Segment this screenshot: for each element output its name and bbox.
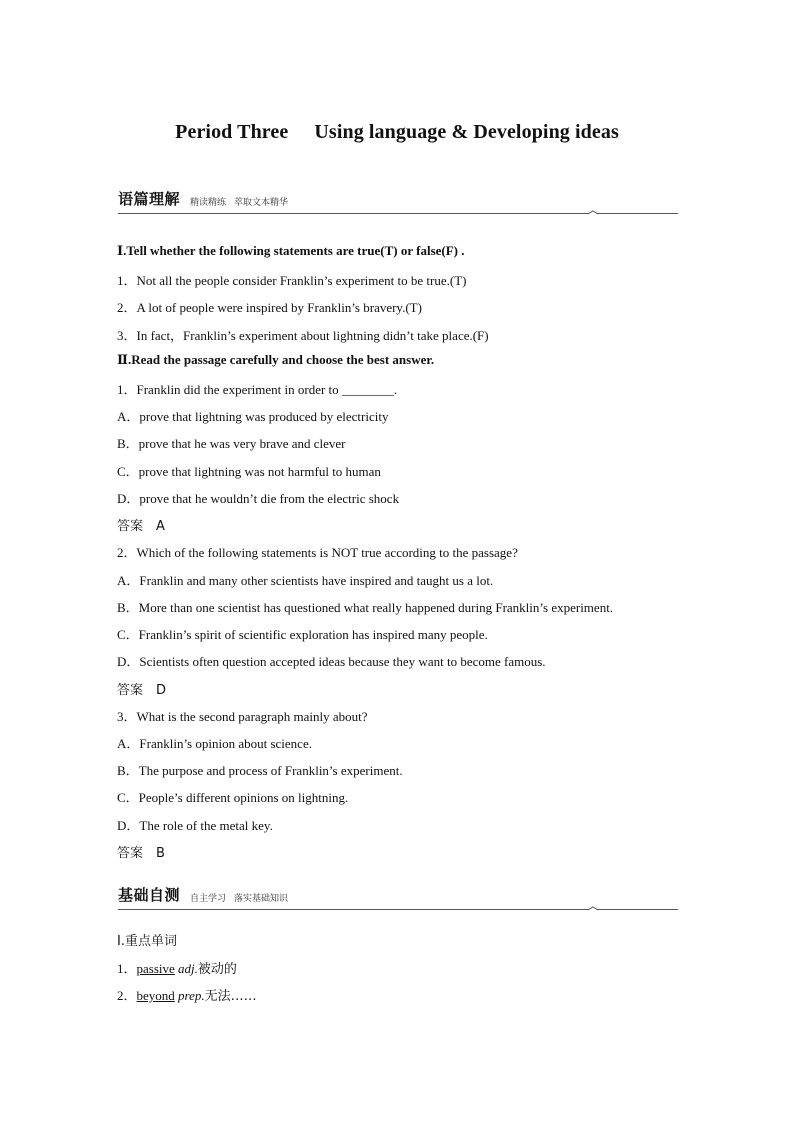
- answer-label: 答案 D: [117, 683, 167, 698]
- section-subheading: 萃取文本精华: [234, 198, 289, 208]
- section-heading: 基础自测: [118, 886, 181, 904]
- vocab-meaning: 被动的: [197, 962, 237, 977]
- vocab-word: beyond: [136, 988, 175, 1003]
- option-item: B．The purpose and process of Franklin’s experiment.: [117, 763, 403, 778]
- statement-item: 2．A lot of people were inspired by Franklin’s bravery.(T): [117, 300, 422, 315]
- vocab-item: [117, 985, 257, 1004]
- vocab-number: 1．: [117, 961, 137, 976]
- vocab-item: [117, 958, 237, 977]
- divider-notch-icon: [588, 906, 598, 912]
- option-item: B．prove that he was very brave and clever: [117, 436, 346, 451]
- vocab-pos: adj.: [178, 961, 198, 976]
- option-item: D．prove that he wouldn’t die from the electric shock: [117, 491, 400, 506]
- option-item: A．prove that lightning was produced by electricity: [117, 409, 389, 424]
- vocab-word: passive: [136, 961, 175, 976]
- statement-item: 1．Not all the people consider Franklin’s experiment to be true.(T): [117, 273, 467, 288]
- vocab-meaning: 无法……: [204, 989, 257, 1004]
- divider-notch-icon: [588, 210, 598, 216]
- section-header-reading: [118, 188, 678, 214]
- option-item: D．The role of the metal key.: [117, 818, 273, 833]
- option-item: C．prove that lightning was not harmful to human: [117, 464, 381, 479]
- option-item: A．Franklin’s opinion about science.: [117, 736, 312, 751]
- section-subheading: 落实基础知识: [234, 894, 289, 904]
- question-stem: 3．What is the second paragraph mainly about?: [117, 709, 368, 724]
- vocab-number: 2．: [117, 988, 137, 1003]
- section-header-basics: [118, 884, 678, 910]
- statement-item: 3．In fact，Franklin’s experiment about lightning didn’t take place.(F): [117, 328, 489, 343]
- option-item: C．Franklin’s spirit of scientific exploration has inspired many people.: [117, 627, 488, 642]
- answer-label: 答案 A: [117, 519, 165, 534]
- part-heading: Ⅱ.Read the passage carefully and choose the best answer.: [117, 352, 435, 367]
- title-period: Period Three: [175, 121, 289, 143]
- option-item: C．People’s different opinions on lightning.: [117, 790, 349, 805]
- option-item: D．Scientists often question accepted ideas because they want to become famous.: [117, 654, 546, 669]
- vocab-pos: prep.: [178, 988, 205, 1003]
- option-item: A．Franklin and many other scientists have inspired and taught us a lot.: [117, 573, 494, 588]
- option-item: B．More than one scientist has questioned what really happened during Franklin’s experiment.: [117, 600, 614, 615]
- title-topic: Using language & Developing ideas: [314, 121, 619, 143]
- section-subheading: 精读精练: [190, 198, 227, 208]
- part-heading: Ⅰ.重点单词: [117, 934, 177, 949]
- page-title: [0, 121, 794, 144]
- question-stem: 1．Franklin did the experiment in order to ________.: [117, 382, 398, 397]
- answer-label: 答案 B: [117, 846, 165, 861]
- section-subheading: 自主学习: [190, 894, 227, 904]
- section-heading: 语篇理解: [118, 190, 181, 208]
- part-heading: Ⅰ.Tell whether the following statements are true(T) or false(F) .: [117, 243, 465, 258]
- question-stem: 2．Which of the following statements is NOT true according to the passage?: [117, 545, 518, 560]
